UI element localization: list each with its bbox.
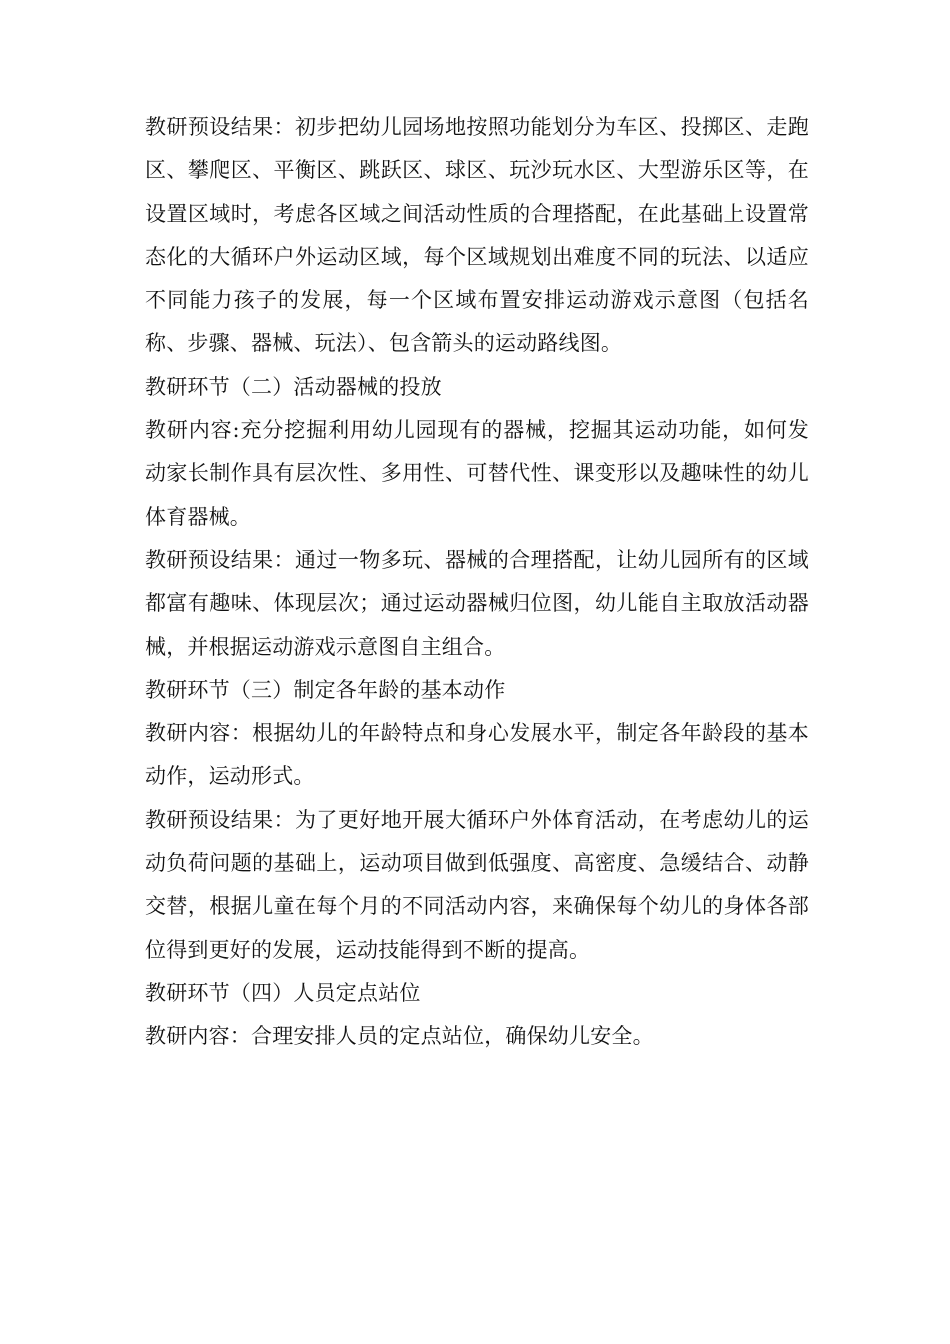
- section-heading-3: 教研环节（三）制定各年龄的基本动作: [145, 677, 506, 702]
- paragraph-content-3: 教研内容：根据幼儿的年龄特点和身心发展水平，制定各年龄段的基本动作，运动形式。: [145, 721, 809, 789]
- paragraph-preset-result-1: 教研预设结果：初步把幼儿园场地按照功能划分为车区、投掷区、走跑区、攀爬区、平衡区、跳跃区、球区、玩沙玩水区、大型游乐区等，在设置区域时，考虑各区域之间活动性质的合理搭配，在此基础上设置常态化的大循环户外运动区域，每个区域规划出难度不同的玩法、以适应不同能力孩子的发展，每一个区域布置安排运动游戏示意图（包括名称、步骤、器械、玩法）、包含箭头的运动路线图。: [145, 115, 809, 356]
- paragraph-preset-result-2: 教研预设结果：通过一物多玩、器械的合理搭配，让幼儿园所有的区域都富有趣味、体现层次；通过运动器械归位图，幼儿能自主取放活动器械，并根据运动游戏示意图自主组合。: [145, 547, 809, 659]
- paragraph-content-4: 教研内容：合理安排人员的定点站位，确保幼儿安全。: [145, 1024, 654, 1049]
- section-heading-4: 教研环节（四）人员定点站位: [145, 980, 421, 1005]
- paragraph-preset-result-3: 教研预设结果：为了更好地开展大循环户外体育活动，在考虑幼儿的运动负荷问题的基础上，运动项目做到低强度、高密度、急缓结合、动静交替，根据儿童在每个月的不同活动内容，来确保每个幼儿的身体各部位得到更好的发展，运动技能得到不断的提高。: [145, 807, 809, 962]
- document-body: [145, 106, 809, 1059]
- paragraph-content-2: 教研内容:充分挖掘利用幼儿园现有的器械，挖掘其运动功能，如何发动家长制作具有层次性、多用性、可替代性、课变形以及趣味性的幼儿体育器械。: [145, 418, 809, 529]
- section-heading-2: 教研环节（二）活动器械的投放: [145, 374, 442, 399]
